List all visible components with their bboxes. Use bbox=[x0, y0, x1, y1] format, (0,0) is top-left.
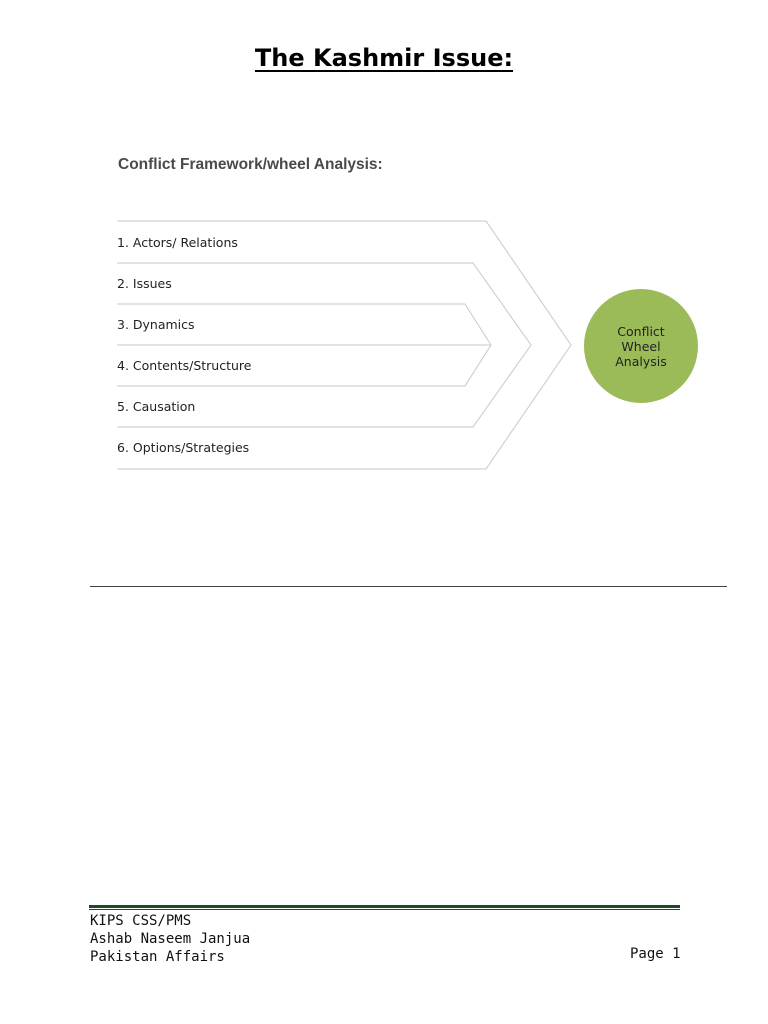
framework-item-actors-relations: 1. Actors/ Relations bbox=[117, 235, 238, 250]
framework-item-dynamics: 3. Dynamics bbox=[117, 317, 195, 332]
node-label-line-1: Conflict bbox=[617, 324, 665, 339]
framework-item-options-strategies: 6. Options/Strategies bbox=[117, 440, 250, 455]
footer-rule bbox=[89, 905, 680, 910]
footer-line-organization: KIPS CSS/PMS bbox=[90, 913, 192, 929]
framework-item-issues: 2. Issues bbox=[117, 276, 172, 291]
footer-line-subject: Pakistan Affairs bbox=[90, 949, 225, 965]
node-label-line-3: Analysis bbox=[615, 354, 667, 369]
page-number: Page 1 bbox=[630, 946, 681, 962]
node-label-line-2: Wheel bbox=[621, 339, 661, 354]
framework-item-contents-structure: 4. Contents/Structure bbox=[117, 358, 252, 373]
footer-line-author: Ashab Naseem Janjua bbox=[90, 931, 251, 947]
framework-item-causation: 5. Causation bbox=[117, 399, 196, 414]
footer-text bbox=[90, 912, 250, 966]
section-heading: Conflict Framework/wheel Analysis: bbox=[118, 156, 383, 173]
horizontal-divider bbox=[90, 586, 727, 587]
page-title: The Kashmir Issue: bbox=[254, 44, 514, 72]
